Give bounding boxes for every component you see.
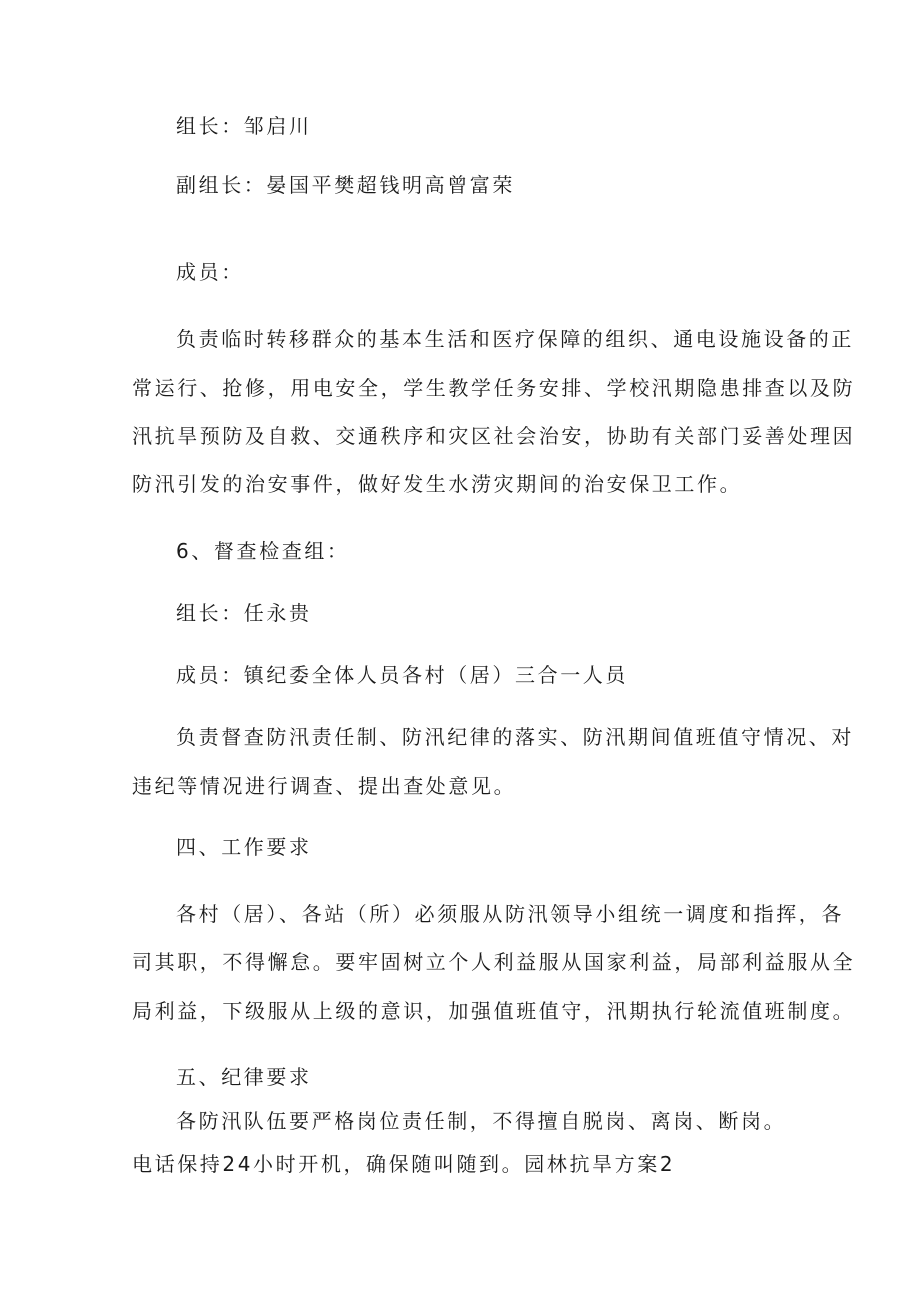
paragraph-line: 司其职，不得懈怠。要牢固树立个人利益服从国家利益，局部利益服从全 [132,950,856,974]
leader-line: 组长：邹启川 [176,114,312,138]
section-heading: 6、督查检查组： [176,539,350,563]
section-heading: 五、纪律要求 [176,1065,312,1089]
paragraph-line: 常运行、抢修，用电安全，学生教学任务安排、学校汛期隐患排查以及防 [132,376,856,400]
paragraph-line: 局利益，下级服从上级的意识，加强值班值守，汛期执行轮流值班制度。 [132,999,856,1023]
paragraph-line: 各村（居）、各站（所）必须服从防汛领导小组统一调度和指挥，各 [176,902,844,926]
leader-line: 组长：任永贵 [176,601,312,625]
paragraph-line: 电话保持24小时开机，确保随叫随到。园林抗旱方案2 [132,1152,676,1176]
members-line: 成员：镇纪委全体人员各村（居）三合一人员 [176,663,628,687]
section-heading: 四、工作要求 [176,835,312,859]
paragraph-line: 负责临时转移群众的基本生活和医疗保障的组织、通电设施设备的正 [176,327,854,351]
paragraph-line: 汛抗旱预防及自救、交通秩序和灾区社会治安，协助有关部门妥善处理因 [132,424,856,448]
paragraph-line: 各防汛队伍要严格岗位责任制，不得擅自脱岗、离岗、断岗。 [176,1109,787,1133]
deputy-leader-line: 副组长：晏国平樊超钱明高曾富荣 [176,173,515,197]
paragraph-line: 负责督查防汛责任制、防汛纪律的落实、防汛期间值班值守情况、对 [176,725,854,749]
members-line: 成员： [176,260,244,284]
paragraph-line: 违纪等情况进行调查、提出查处意见。 [132,774,517,798]
paragraph-line: 防汛引发的治安事件，做好发生水涝灾期间的治安保卫工作。 [132,472,743,496]
